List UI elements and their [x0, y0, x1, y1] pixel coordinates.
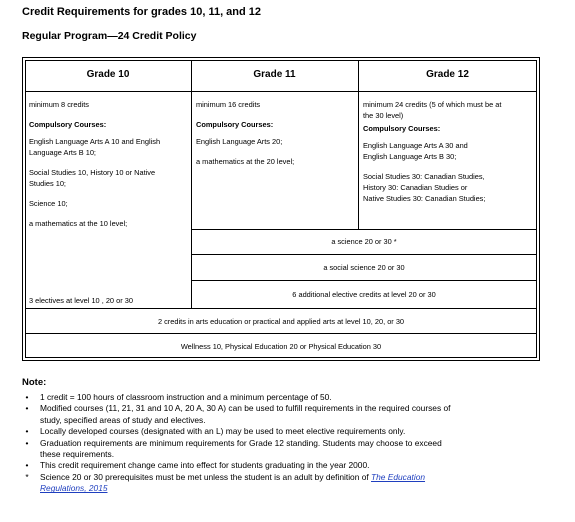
note-text-continued: these requirements. — [40, 449, 115, 460]
span-row-divider-2 — [191, 254, 537, 255]
grade-12-ss-line1: Social Studies 30: Canadian Studies, — [363, 172, 485, 181]
note-text-continued: study, specified areas of study and electives. — [40, 414, 206, 425]
grade-12-ela-line2: English Language Arts B 30; — [363, 152, 457, 161]
bullet-icon: • — [25, 460, 29, 471]
grade-10-ss-line1: Social Studies 10, History 10 or Native — [29, 168, 156, 177]
arts-requirement: 2 credits in arts education or practical and applied arts at level 10, 20, or 30 — [157, 317, 405, 326]
wellness-requirement: Wellness 10, Physical Education 20 or Physical Education 30 — [180, 342, 382, 351]
grade-12-compulsory-label: Compulsory Courses: — [363, 124, 441, 133]
grade-10-ela-line2: Language Arts B 10; — [29, 148, 96, 157]
header-grade-12: Grade 12 — [426, 69, 469, 80]
bullet-icon: • — [25, 403, 29, 414]
note-text: Modified courses (11, 21, 31 and 10 A, 20 A, 30 A) can be used to fulfill requirements in the required courses of — [40, 403, 451, 414]
note-text: Locally developed courses (designated with an L) may be used to meet elective requirements only. — [40, 426, 406, 437]
grade-11-minimum: minimum 16 credits — [196, 100, 261, 109]
grade-12-minimum-line1: minimum 24 credits (5 of which must be at — [363, 100, 502, 109]
grade-11-ela: English Language Arts 20; — [196, 137, 283, 146]
notes-heading: Note: — [22, 377, 47, 388]
note-text: This credit requirement change came into effect for students graduating in the year 2000. — [40, 460, 370, 471]
document-subtitle: Regular Program—24 Credit Policy — [22, 30, 197, 42]
header-divider — [25, 91, 537, 92]
bullet-icon: • — [25, 426, 29, 437]
note-item — [22, 438, 552, 461]
grade-11-math: a mathematics at the 20 level; — [196, 157, 295, 166]
grade-10-math: a mathematics at the 10 level; — [29, 219, 128, 228]
span-row-divider-3 — [191, 280, 537, 281]
full-row-divider-1 — [25, 308, 537, 309]
grade-10-electives: 3 electives at level 10 , 20 or 30 — [29, 296, 133, 305]
grade-10-science: Science 10; — [29, 199, 68, 208]
note-text: 1 credit = 100 hours of classroom instruction and a minimum percentage of 50. — [40, 392, 332, 402]
header-grade-10: Grade 10 — [86, 69, 130, 80]
additional-electives-requirement: 6 additional elective credits at level 20 or 30 — [292, 290, 436, 299]
note-item — [22, 472, 552, 495]
note-text: Science 20 or 30 prerequisites must be met unless the student is an adult by definition of — [40, 471, 372, 482]
grade-10-ss-line2: Studies 10; — [29, 179, 66, 188]
grade-10-minimum: minimum 8 credits — [29, 100, 89, 109]
grade-12-minimum-line2: the 30 level) — [363, 111, 404, 120]
bullet-icon: • — [25, 392, 29, 402]
notes-list — [22, 392, 552, 495]
grade-11-requirements — [196, 99, 356, 167]
full-row-divider-2 — [25, 333, 537, 334]
science-requirement: a science 20 or 30 * — [331, 237, 397, 246]
header-grade-11: Grade 11 — [253, 69, 296, 80]
grade-10-compulsory-label: Compulsory Courses: — [29, 120, 107, 129]
grade-12-requirements — [363, 99, 535, 204]
asterisk-icon: * — [25, 471, 29, 482]
span-row-divider-1 — [191, 229, 537, 230]
column-divider-2 — [358, 60, 359, 229]
note-item — [22, 460, 552, 471]
note-item — [22, 426, 552, 437]
grade-12-ss-line2: History 30: Canadian Studies or — [363, 183, 468, 192]
note-text: Graduation requirements are minimum requirements for Grade 12 standing. Students may choose to exceed — [40, 437, 442, 448]
social-science-requirement: a social science 20 or 30 — [323, 263, 405, 272]
grade-10-ela-line1: English Language Arts A 10 and English — [29, 137, 161, 146]
education-regulations-link-continued[interactable]: Regulations, 2015 — [40, 483, 108, 494]
note-item — [22, 403, 552, 426]
grade-12-ss-line3: Native Studies 30: Canadian Studies; — [363, 194, 486, 203]
bullet-icon: • — [25, 437, 29, 448]
grade-10-requirements — [29, 99, 189, 229]
grade-11-compulsory-label: Compulsory Courses: — [196, 120, 274, 129]
note-item — [22, 392, 552, 403]
education-regulations-link[interactable]: The Education — [371, 471, 426, 482]
grade-12-ela-line1: English Language Arts A 30 and — [363, 141, 468, 150]
document-title: Credit Requirements for grades 10, 11, and 12 — [22, 6, 262, 18]
